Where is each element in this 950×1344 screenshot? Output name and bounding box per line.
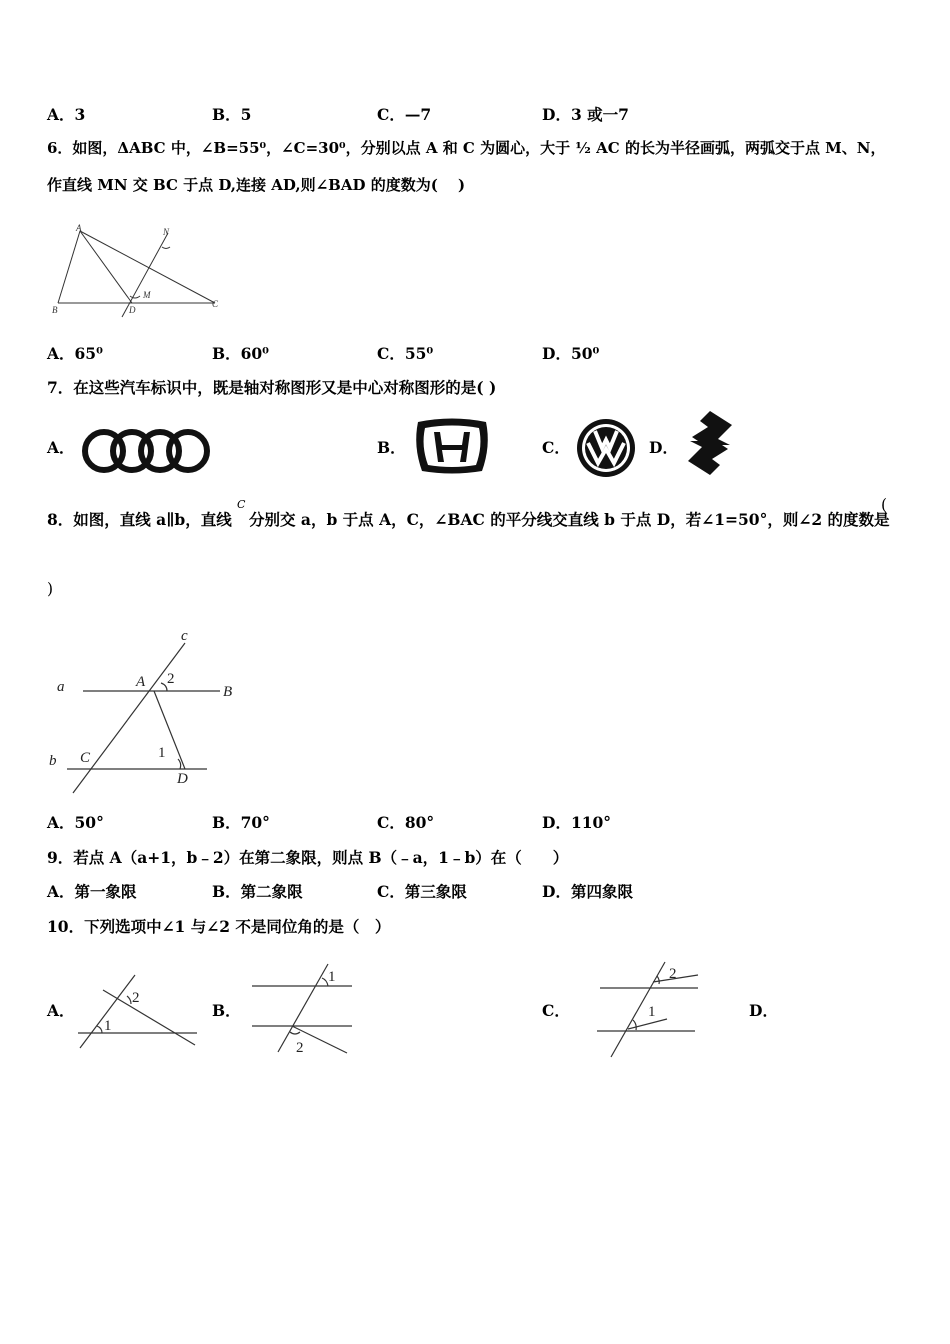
q7-stem: 7．在这些汽车标识中，既是轴对称图形又是中心对称图形的是( ) — [47, 378, 497, 397]
q9-option-d: D．第四象限 — [542, 882, 633, 901]
q8-option-a: A．50° — [47, 813, 104, 832]
q6-option-a: A．65⁰ — [47, 344, 103, 363]
q6-option-c: C．55⁰ — [377, 344, 434, 363]
q8-label-point-a: A — [136, 674, 146, 690]
q7-option-c-label: C． — [542, 438, 570, 457]
q6-option-b: B．60⁰ — [212, 344, 269, 363]
q7-option-a-label: A． — [47, 438, 75, 457]
q10c-label-1: 1 — [648, 1004, 656, 1020]
q6-label-a: A — [76, 223, 82, 233]
q6-label-m: M — [143, 290, 151, 300]
q10-figure-a — [75, 970, 200, 1050]
q6-label-b: B — [52, 305, 58, 315]
q9-option-b: B．第二象限 — [212, 882, 303, 901]
q10b-label-2: 2 — [296, 1040, 304, 1056]
q8-stem-c: C — [237, 498, 246, 511]
q9-option-c: C．第三象限 — [377, 882, 467, 901]
q8-label-c-line: c — [181, 628, 188, 644]
q9-option-a: A．第一象限 — [47, 882, 137, 901]
q7-option-b-label: B． — [377, 438, 406, 457]
q5-option-c: C．—7 — [377, 105, 432, 124]
q10-option-d-label: D． — [749, 1001, 778, 1020]
q10-figure-c — [595, 960, 705, 1060]
q8-close-paren: ) — [47, 580, 54, 598]
q10-option-b-label: B． — [212, 1001, 241, 1020]
suzuki-logo — [684, 409, 736, 477]
volkswagen-logo — [574, 418, 638, 478]
q6-triangle-figure — [50, 225, 225, 320]
q10-option-c-label: C． — [542, 1001, 570, 1020]
honda-logo — [412, 416, 492, 476]
q8-option-b: B．70° — [212, 813, 270, 832]
audi-logo — [80, 428, 212, 474]
q6-stem-line1: 6．如图，ΔABC 中，∠B=55⁰，∠C=30⁰，分别以点 A 和 C 为圆心，大于 ½ AC 的长为半径画弧，两弧交于点 M、N， — [47, 139, 886, 157]
q8-stem-part2: 分别交 a，b 于点 A，C，∠BAC 的平分线交直线 b 于点 D，若∠1=50°，则∠2 的度数是 — [249, 510, 890, 529]
q10c-label-2: 2 — [669, 966, 677, 982]
q8-open-paren: ( — [881, 496, 888, 514]
q10a-label-2: 2 — [132, 990, 140, 1006]
q8-label-a-line: a — [57, 679, 65, 695]
q8-option-d: D．110° — [542, 813, 612, 832]
q8-option-c: C．80° — [377, 813, 435, 832]
q8-label-point-b: B — [223, 684, 233, 700]
q7-option-d-label: D． — [649, 438, 678, 457]
q10-option-a-label: A． — [47, 1001, 75, 1020]
q10b-label-1: 1 — [328, 969, 336, 985]
q5-option-d: D．3 或一7 — [542, 105, 629, 124]
q10a-label-1: 1 — [104, 1018, 112, 1034]
q6-label-n: N — [163, 227, 170, 237]
q6-label-c: C — [212, 299, 219, 309]
q10-stem: 10．下列选项中∠1 与∠2 不是同位角的是（ ） — [47, 917, 391, 936]
q6-option-d: D．50⁰ — [542, 344, 600, 363]
q8-label-b-line: b — [49, 753, 57, 769]
q8-label-point-c: C — [80, 750, 91, 766]
q8-stem-part1: 8．如图，直线 a∥b，直线 — [47, 510, 232, 529]
q5-option-b: B．5 — [212, 105, 252, 124]
q10-figure-b — [250, 960, 360, 1060]
q5-option-a: A．3 — [47, 105, 86, 124]
q8-label-angle-1: 1 — [158, 745, 166, 761]
q6-stem-line2: 作直线 MN 交 BC 于点 D,连接 AD,则∠BAD 的度数为( ) — [47, 176, 466, 194]
q8-label-angle-2: 2 — [167, 671, 175, 687]
q8-label-point-d: D — [177, 771, 188, 787]
q6-label-d: D — [129, 305, 136, 315]
q8-parallel-lines-figure — [45, 625, 245, 797]
q9-stem: 9．若点 A（a+1，b﹣2）在第二象限，则点 B（﹣a，1﹣b）在（ ） — [47, 848, 569, 867]
